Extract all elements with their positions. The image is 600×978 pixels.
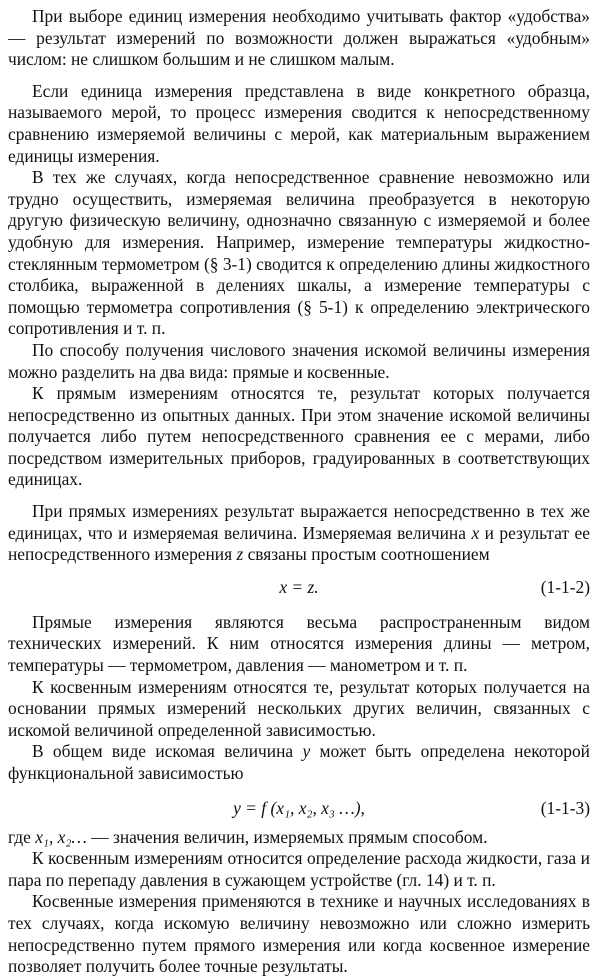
text-fragment: и результат ее непосредственного измерения bbox=[8, 522, 590, 565]
formula-expression: x = z. bbox=[279, 576, 319, 597]
text-fragment: может быть определена некоторой функциональной зависимостью bbox=[8, 741, 590, 783]
text-fragment: связаны простым соотношением bbox=[243, 544, 490, 565]
variable-x: x bbox=[471, 522, 480, 543]
text-fragment: где bbox=[8, 826, 36, 847]
paragraph-indirect-measurements: К косвенным измерениям относятся те, результат которых получается на основании прямых измерений нескольких других величин, связанных с искомой величиной определенной зависимостью. bbox=[8, 676, 590, 740]
paragraph-direct-result bbox=[8, 501, 590, 566]
variable-y: y bbox=[302, 741, 311, 762]
text-fragment: В общем виде искомая величина bbox=[32, 741, 303, 762]
text-fragment: — значения величин, измеряемых прямым способом. bbox=[86, 826, 488, 847]
paragraph-direct-measurements: К прямым измерениям относятся те, результат которых получается непосредственно из опытных данных. При этом значение искомой величины получается либо путем непосредственного сравнения ее с мерами, либо посредством измерительных приборов, градуированных в соответствующих единицах. bbox=[8, 383, 590, 490]
formula-number: (1-1-2) bbox=[540, 576, 590, 597]
variables-x: x₁, x₂… bbox=[35, 826, 87, 847]
paragraph-direct-examples: Прямые измерения являются весьма распространенным видом технических измерений. К ним относятся измерения длины — метром, температуры — термометром, давления — манометром и т. п. bbox=[8, 611, 590, 676]
variable-z: z bbox=[236, 544, 244, 565]
paragraph-units-convenience: При выборе единиц измерения необходимо учитывать фактор «удобства» — результат измерений по возможности должен выражаться «удобным» числом: не слишком большим и не слишком малым. bbox=[8, 6, 590, 70]
formula-1-1-2 bbox=[8, 576, 590, 598]
text-fragment: При прямых измерениях результат выражается непосредственно в тех же единицах, что и измеряемая величина. Измеряемая величина bbox=[8, 501, 590, 543]
formula-1-1-3 bbox=[8, 797, 590, 819]
paragraph-functional-dependency bbox=[8, 741, 590, 784]
paragraph-variables-explained bbox=[8, 827, 590, 849]
paragraph-measurement-types: По способу получения числового значения искомой величины измерения можно разделить на два вида: прямые и косвенные. bbox=[8, 339, 590, 382]
paragraph-conversion: В тех же случаях, когда непосредственное сравнение невозможно или трудно осуществить, измеряемая величина преобразуется в некоторую другую физическую величину, однозначно связанную с измеряемой и более удобную для измерения. Например, измерение температуры жидкостно-стеклянным термометром (§ 3-1) сводится к определению длины жидкостного столбика, выраженной в делениях шкалы, а измерение температуры с помощью термометра сопротивления (§ 5-1) к определению электрического сопротивления и т. п. bbox=[8, 167, 590, 339]
formula-number: (1-1-3) bbox=[540, 797, 590, 818]
paragraph-indirect-usage: Косвенные измерения применяются в технике и научных исследованиях в тех случаях, когда искомую величину невозможно или сложно измерить непосредственно путем прямого измерения или когда косвенное измерение позволяет получить более точные результаты. bbox=[8, 891, 590, 977]
paragraph-indirect-example: К косвенным измерениям относится определение расхода жидкости, газа и пара по перепаду давления в сужающем устройстве (гл. 14) и т. п. bbox=[8, 848, 590, 890]
formula-expression: y = f (x₁, x₂, x₃ …), bbox=[233, 797, 365, 818]
paragraph-measure-definition: Если единица измерения представлена в виде конкретного образца, называемого мерой, то процесс измерения сводится к непосредственному сравнению измеряемой величины с мерой, как материальным выражением единицы измерения. bbox=[8, 80, 590, 166]
